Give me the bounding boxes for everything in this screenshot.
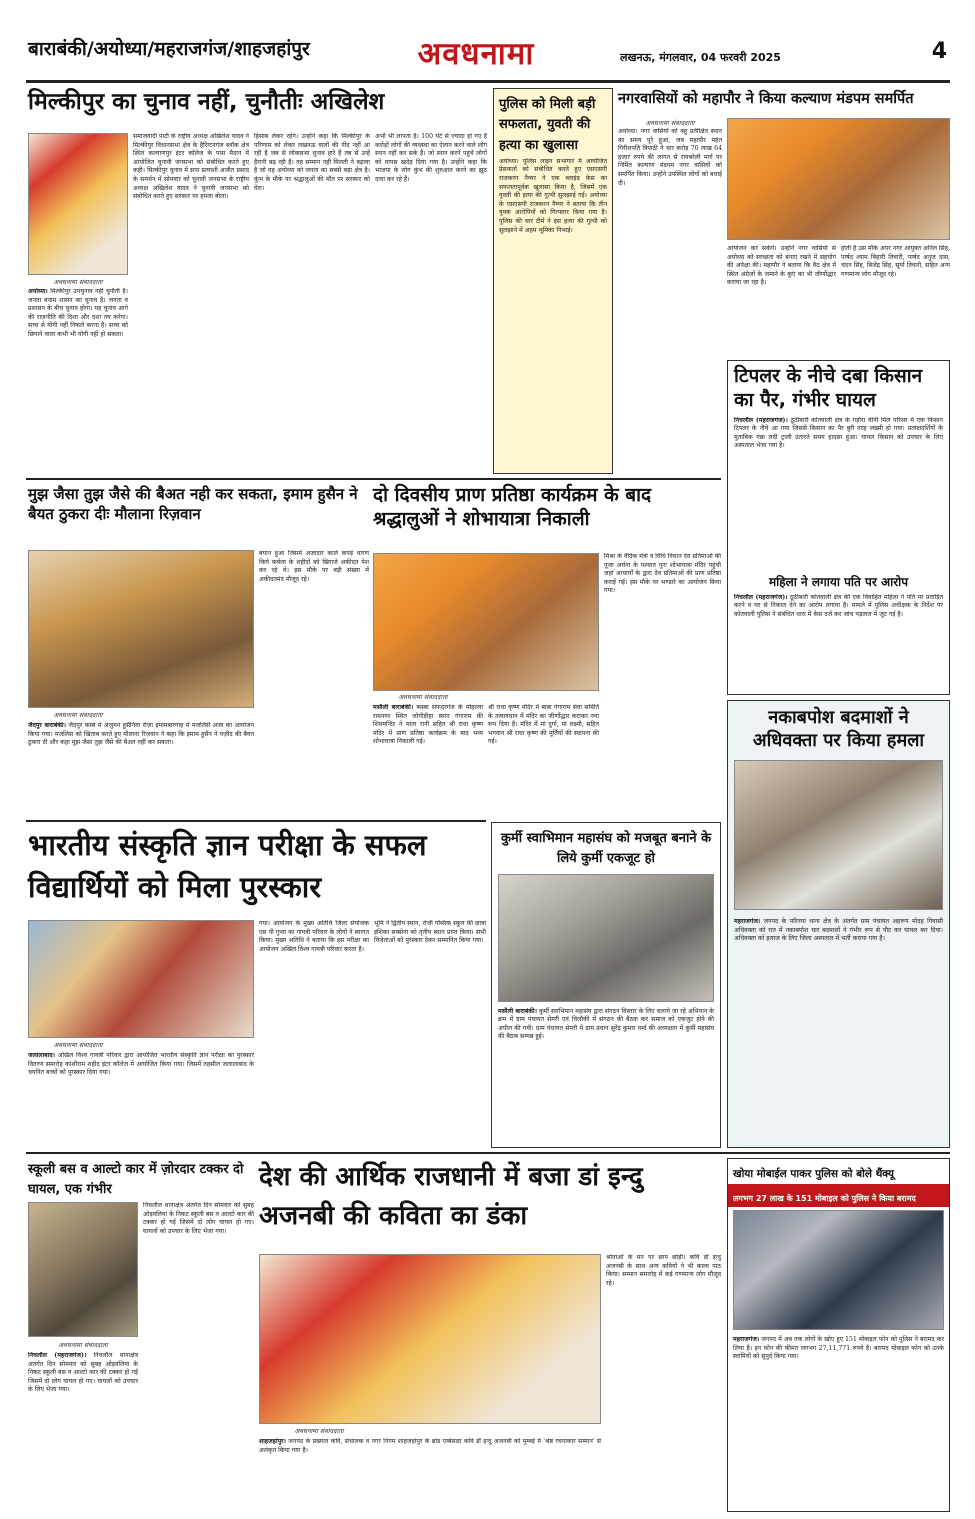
story8-body-right	[374, 920, 486, 1148]
story5-body-mid-text: श्री राधा कृष्ण मंदिर में बाबा गंगाराम सेवा समिति के तत्वावधान में मंदिर का जीर्णोद्धार कराकर नया रूप दिया है। मंदिर में मां दुर्गा, मां लक्ष्मी, सहित भगवान श्री राधा कृष्ण की मूर्तियों की स्थापना की गई।	[488, 704, 599, 746]
story1-col4	[375, 133, 487, 474]
story5-body-left	[373, 704, 483, 817]
story12-body-right-text: श्रोताओं के मन पर छाप छोड़ी। कवि डॉ इन्दु अजनबी के साथ अन्य कवियों ने भी काव्य पाठ किया। सम्मान समारोह में कई गणमान्य लोग मौजूद रहे।	[606, 1254, 721, 1287]
story5-photo	[373, 553, 599, 691]
story7-headline	[728, 567, 949, 594]
story12-caption	[259, 1426, 379, 1435]
story1-col2-text: समाजवादी पार्टी के राष्ट्रीय अध्यक्ष अखिलेश यादव ने मिल्कीपुर विधानसभा क्षेत्र के हैरिंग्टनगंज ब्लॉक क्षेत्र स्थित कल्याणपुर इंटर कॉलेज के पास मैदान में आयोजित चुनावी जनसभा को संबोधित करते हुए कही। मिल्कीपुर चुनाव में सपा प्रत्याशी अजीत प्रसाद के समर्थन में सोमवार को चुनावी जनसभा के राष्ट्रीय अध्यक्ष अखिलेश यादव ने चुनावी जनसभा को संबोधित करते हुए सरकार पर हमला बोला।	[133, 133, 249, 201]
story6-box	[727, 360, 950, 695]
story7-body-text: ठूठीबारी कोतवाली क्षेत्र की एक विवाहित महिला ने पति पर प्रताड़ित करने व घर से निकाल देने का आरोप लगाया है। मामले में पुलिस अधीक्षक के निर्देश पर कोतवाली पुलिस ने संबंधित धारा में केस दर्ज कर जांच पड़ताल में जुट गई है।	[734, 593, 943, 618]
story10-headline	[728, 701, 949, 758]
story13-dateline: महराजगंज।	[733, 1336, 760, 1344]
story13-headline-text: खोया मोबाईल पाकर पुलिस को बोले थैंक्यू	[733, 1168, 895, 1180]
story6-headline	[728, 361, 949, 417]
story8-headline-text: भारतीय संस्कृति ज्ञान परीक्षा के सफल विद्यार्थियों को मिला पुरस्कार	[28, 828, 427, 905]
story6-dateline: निचलौल (महराजगंज)।	[734, 416, 788, 424]
story11-body-col2-text: निचलौल थानाक्षेत्र अंतर्गत दिन सोमवार को सुबह ओड़वलिया के निकट स्कूली बस व आल्टो कार की टक्कर हो गई जिसमें दो लोग घायल हो गए। घायलों को उपचार के लिए भेजा गया।	[143, 1202, 254, 1235]
story9-dateline: मसौली बाराबंकी।	[498, 1007, 537, 1015]
story5-headline	[373, 484, 721, 550]
masthead-logo	[390, 30, 562, 78]
caption-text: अवधनामा संवाददाता	[294, 1427, 344, 1435]
story4-headline-text: मुझ जैसा तुझ जैसे की बैअत नही कर सकता, इमाम हुसैन ने बैयत ठुकरा दीः मौलाना रिज़वान	[28, 485, 358, 523]
story13-subhead	[728, 1184, 949, 1207]
date-line-text: लखनऊ, मंगलवार, 04 फरवरी 2025	[620, 51, 781, 64]
story13-box	[727, 1158, 950, 1512]
story4-body-right-text: बयान हुआ जिसमें अज़ादार काले कपड़े धारण किये कर्बला के शहीदों को खिराजे अकीदत पेश कर रहे थे। इस मौके पर बड़ी संख्या में अकीदतमंद मौजूद रहे।	[259, 550, 369, 583]
story5-caption	[373, 692, 473, 701]
masthead-rule	[26, 80, 950, 83]
story3-body-right-text: होती है उस मौके अपर नगर आयुक्त अनिल सिंह, पार्षद श्याम बिहारी तिवारी, पार्षद अनुज दास, चंदन सिंह, बिजेंद्र सिंह, सूर्या तिवारी, सहित अन्य गणमान्य लोग मौजूद रहे।	[841, 245, 950, 278]
story8-body-right-text: भूमि ने द्वितीय स्थान, रोजी पब्लिक स्कूल की छात्रा इशिका सक्सेना को तृतीय स्थान प्राप्त किया। सभी विजेताओं को पुरस्कार देकर सम्मानित किया गया।	[374, 920, 486, 945]
story1-dateline: अयोध्या।	[28, 288, 48, 295]
story6-body-text: ठूठीबारी कोतवाली क्षेत्र के गड़ौरा चीनी मिल परिसर में एक किसान टिपलर के नीचे आ गया जिससे किसान का पैर बुरी तरह जख्मी हो गया। प्रत्यक्षदर्शियों के मुताबिक गन्ना लदी ट्राली उतारते समय हादसा हुआ। घायल किसान को उपचार के लिए अस्पताल भेजा गया है।	[734, 416, 943, 450]
story1-col3-text: हिसाब लेकर रहेंगे। उन्होंने कहा कि मिल्कीपुर के परिणाम को लेकर लखनऊ वालों की नींद नहीं आ रही है जब से लोकसभा चुनाव हारे हैं तब से उन्हें हैरानी बढ़ रही है। वह सम्मान नहीं मिलती ने बढ़ावा है जो वह अयोध्या को जनता का सबसे बड़ा क्षेत्र है। कुंभ के मौके पर श्रद्धालुओं की मौत पर सरकार को घेरा।	[254, 133, 370, 192]
story1-col2	[133, 133, 249, 474]
story9-photo	[498, 874, 714, 1002]
story11-body-col2	[143, 1202, 254, 1512]
story10-body-text: जनपद के परिनया थाना क्षेत्र के अंतर्गत ग्राम पंचायत अहरूप मोदह निवासी अधिवक्ता को रात में नकाबपोश चार बदमाशों ने गंभीर रूप से पीट कर घायल कर दिया। अधिवक्ता को इलाज के लिए जिला अस्पताल में भर्ती कराया गया है।	[734, 918, 943, 943]
story13-body-text: जनपद में अब तक लोगों के खोए हुए 151 मोबाइल फोन को पुलिस ने बरामद कर लिया है। इन फोन की कीमत लगभग 27,11,771 रुपये है। बरामद मोबाइल फोन को उनके स्वामियों को सुपुर्द किया गया।	[733, 1336, 944, 1361]
story9-body-text: कुर्मी स्वाभिमान महासंघ द्वारा संगठन विस्तार के लिए चलाये जा रहे अभियान के क्रम में ग्राम पंचायत सेमरी एवं चिलौकी में संगठन की बैठक कर समाज को एकजुट होने की अपील की गयी। ग्राम पंचायत सेमरी में ग्राम प्रधान सुरेंद्र कुमार वर्मा की अध्यक्षता में कुर्मी महासंघ की बैठक सम्पन्न हुई।	[498, 1007, 714, 1041]
story12-body-left	[259, 1438, 601, 1512]
story8-body-mid-text: गया। आयोजन के मुख्य अतिथि जिला संयोजक एस पी गुप्ता का गायत्री परिवार के लोगों ने स्वागत किया। मुख्य अतिथि ने बताया कि इस परीक्षा का आयोजन अखिल विश्व गायत्री परिवार करता है।	[259, 920, 369, 953]
story2-box	[493, 88, 613, 474]
story4-headline	[28, 484, 368, 546]
caption-text: अवधनामा संवाददाता	[398, 693, 448, 701]
story11-caption	[28, 1340, 138, 1349]
story4-caption	[28, 710, 128, 719]
story10-headline-text: नकाबपोश बदमाशों ने अधिवक्ता पर किया हमला	[752, 707, 925, 751]
story4-photo	[28, 550, 254, 708]
story11-dateline: निचलौल (महराजगंज)।	[28, 1352, 87, 1359]
story10-photo	[734, 760, 943, 910]
story5-body-mid	[488, 704, 599, 817]
date-line	[620, 46, 910, 64]
story8-body-left-text: अखिल विश्व गायत्री परिवार द्वारा आयोजित भारतीय संस्कृति ज्ञान परीक्षा का पुरस्कार वितरण समारोह कांशीराम शहीद इंटर कॉलेज में आयोजित किया गया। जिसमें तहसील जलालाबाद के चयनित बच्चों को पुरस्कार दिया गया।	[28, 1052, 254, 1077]
story6-body	[728, 417, 949, 567]
story8-body-left	[28, 1052, 254, 1148]
story13-body	[728, 1333, 949, 1513]
story8-dateline: जलालाबाद।	[28, 1052, 55, 1059]
page-number-text: 4	[931, 39, 947, 64]
story3-headline-text: नगरवासियों को महापौर ने किया कल्याण मंडपम समर्पित	[618, 91, 914, 107]
edition-cities-text: बाराबंकी/अयोध्या/महराजगंज/शाहजहांपुर	[28, 38, 310, 60]
story8-caption	[28, 1040, 128, 1049]
story5-body-right	[604, 553, 721, 817]
story5-body-left-text: कस्बा सफदरगंज के मोहल्ला रामनगर स्थित जोगीडीहा स्थान गंगाराम की शिवमन्दिर ने माता रानी सहित श्री राधा कृष्ण मंदिर में प्राण प्रतिष्ठा कार्यक्रम के बाद भव्य शोभायात्रा निकाली गई।	[373, 704, 483, 746]
story5-body-right-text: मिश्रा के वैदिक मंत्रो व विधि विधान देव प्रतिमाओं की पूजा अर्चना के पश्चात पुनः शोभायात्रा मंदिर पहुंची जहां आचार्यों के द्वारा देव प्रतिमाओं की प्राण प्रतिष्ठा कराई गई। इस मौके पर भण्डारे का आयोजन किया गया।	[604, 553, 721, 595]
story13-subhead-text: लगभग 27 लाख के 151 मोबाइल को पुलिस ने किया बरामद	[733, 1194, 916, 1204]
story13-photo	[733, 1210, 944, 1330]
story9-headline-text: कुर्मी स्वाभिमान महासंघ को मजबूत बनाने के लिये कुर्मी एकजूट हो	[500, 831, 712, 867]
story11-body	[28, 1352, 138, 1512]
story11-headline	[28, 1158, 254, 1198]
story3-body-mid-text: आयोजन कर सकेंगे। उन्होंने नगर वासियों से अयोध्या को स्वच्छता को बनाए रखने में सहयोग की अपेक्षा की। महापौर ने बताया कि वैठ क्षेत्र में स्थित अंग्रेजों के जमाने के कुएं का भी जीर्णोद्धार कराया जा रहा है।	[727, 245, 836, 287]
story1-headline	[28, 88, 490, 128]
section-rule-1	[26, 478, 721, 480]
story3-body-left-text: अयोध्या। नगर वासियों को बहु प्रतीक्षित स्थान का समय पूरे हुआ, जब महापौर महंत गिरीशपति त्रिपाठी ने चार करोड़ 70 लाख 64 हजार रुपये की लागत से रायबरेली मार्ग पर निर्मित कल्याण मंडपम नगर वासियों को समर्पित किया। उन्होंने उपस्थित लोगों को बधाई दी।	[618, 128, 722, 187]
story12-body-right	[606, 1254, 721, 1512]
story5-dateline: मसौली बाराबंकी।	[373, 704, 414, 711]
story1-col3	[254, 133, 370, 474]
story2-headline-text: पुलिस को मिली बड़ी सफलता, युवती की हत्या का खुलासा	[499, 97, 596, 153]
caption-text: अवधनामा संवाददाता	[645, 119, 695, 127]
story11-headline-text: स्कूली बस व आल्टो कार में ज़ोरदार टक्कर दो घायल, एक गंभीर	[28, 1162, 244, 1198]
story1-lead-text: मिल्कीपुर उपचुनाव नहीं चुनौती है। जनता बनाम शासन का चुनाव है। जनता व प्रशासन के बीच चुनाव होगा। यह चुनाव आगे की राजनीति की दिशा और दशा तय करेगा। सच्च से योगी नहीं निकले करना है। सच्च को छिपाने वाला कभी भी योगी नहीं हो सकता।	[28, 288, 128, 338]
story4-body-left	[28, 722, 254, 817]
story4-body-right	[259, 550, 369, 817]
story7-headline-text: महिला ने लगाया पति पर आरोप	[768, 574, 909, 589]
story8-photo	[28, 920, 254, 1038]
section-rule-2	[26, 820, 486, 822]
story12-headline	[259, 1158, 721, 1250]
page-number	[915, 38, 947, 68]
story5-headline-text: दो दिवसीय प्राण प्रतिष्ठा कार्यक्रम के बाद श्रद्धालुओं ने शोभायात्रा निकाली	[373, 484, 652, 530]
caption-text: अवधनामा संवाददाता	[53, 278, 103, 286]
caption-text: अवधनामा संवाददाता	[58, 1341, 108, 1349]
story2-headline	[494, 89, 612, 158]
edition-cities	[28, 38, 364, 66]
story9-headline	[492, 823, 720, 872]
story10-body	[728, 912, 949, 1122]
story1-headline-text: मिल्कीपुर का चुनाव नहीं, चुनौतीः अखिलेश	[28, 89, 385, 115]
story3-caption	[618, 118, 722, 127]
story11-photo	[28, 1202, 138, 1337]
story12-headline-text: देश की आर्थिक राजधानी में बजा डां इन्दु अजनबी की कविता का डंका	[259, 1162, 643, 1231]
story9-body	[492, 1004, 720, 1154]
story3-body-right	[841, 245, 950, 355]
story1-photo	[28, 133, 128, 275]
story8-body-mid	[259, 920, 369, 1148]
story11-body-text: निचलौल थानाक्षेत्र अंतर्गत दिन सोमवार को सुबह ओड़वलिया के निकट स्कूली बस व आल्टो कार की टक्कर हो गई जिसमें दो लोग घायल हो गए। घायलों को उपचार के लिए भेजा गया।	[28, 1352, 138, 1394]
story3-body-left	[618, 128, 722, 474]
story2-body	[494, 158, 612, 458]
story3-photo	[727, 118, 950, 240]
story12-photo	[259, 1254, 601, 1424]
story1-lead	[28, 288, 128, 474]
caption-text: अवधनामा संवाददाता	[53, 1041, 103, 1049]
story10-box	[727, 700, 950, 1148]
logo-text: अवधनामा	[417, 35, 535, 72]
story7-dateline: निचलौल (महराजगंज)।	[734, 593, 788, 601]
story4-body-left-text: जैदपुर कस्बे में अंजुमन हुसैनिया रोज़ा इमामबारगाह में मजलिसे अजा का आयोजन किया गया। मजलिस को खिताब करते हुए मौलाना रिज़वान ने कहा कि इमाम हुसैन ने यज़ीद की बैयत ठुकरा दी और कहा मुझ जैसा तुझ जैसे की बैअत नहीं कर सकता।	[28, 722, 254, 747]
story4-dateline: जैदपुर बाराबंकी।	[28, 722, 66, 729]
story12-dateline: शाहजहांपुर।	[259, 1438, 286, 1445]
story13-headline	[728, 1159, 949, 1184]
caption-text: अवधनामा संवाददाता	[53, 711, 103, 719]
story7-body	[728, 594, 949, 704]
story6-headline-text: टिपलर के नीचे दबा किसान का पैर, गंभीर घायल	[734, 365, 923, 411]
story10-dateline: महराजगंज।	[734, 918, 761, 925]
story3-body-mid	[727, 245, 836, 355]
story2-body-text: अयोध्या। पुलिस लाइन सभागार में आयोजित प्रेसवार्ता को संबोधित करते हुए एसएसपी राजकरन नैय्यर ने एक ब्लाइंड केस का सफलतापूर्वक खुलासा किया है, जिसमें एक युवती की हत्या की गुत्थी सुलझाई गई। अयोध्या के एसएसपी राजकरन नैय्यर ने बताया कि तीन युवक आरोपियों को गिरफ्तार किया गया है। पुलिस की चार टीमें ने इस हत्या की गुत्थी को सुलझाने में अहम भूमिका निभाई।	[499, 157, 607, 234]
story1-photo-caption	[28, 277, 128, 286]
story12-body-left-text: जनपद के प्रख्यात कवि, संचालक व नगर निगम शाहजहांपुर के ब्रांड एम्बेसडर कवि डॉ इन्दु अजनबी को मुम्बई में 'श्रेष्ठ रचनाकार सम्मान' से अलंकृत किया गया है।	[259, 1438, 601, 1454]
story1-col4-text: अभी भी लापता है। 100 घंटे से ज्यादा हो गए हैं करोड़ों लोगों की व्यवस्था का ऐलान करने वाले लोग स्नान नहीं कर सके हैं। जो स्नान करने पहुंचे लोगों को वापस खदेड़ दिया गया है। उन्होंने कहा कि भाजपा के लोग कुंभ की शुरुआत करने का झूठ दावा कर रहे हैं।	[375, 133, 487, 183]
story8-headline	[28, 824, 486, 916]
story9-box	[491, 822, 721, 1148]
section-rule-3	[26, 1152, 950, 1154]
story3-headline	[618, 88, 950, 116]
